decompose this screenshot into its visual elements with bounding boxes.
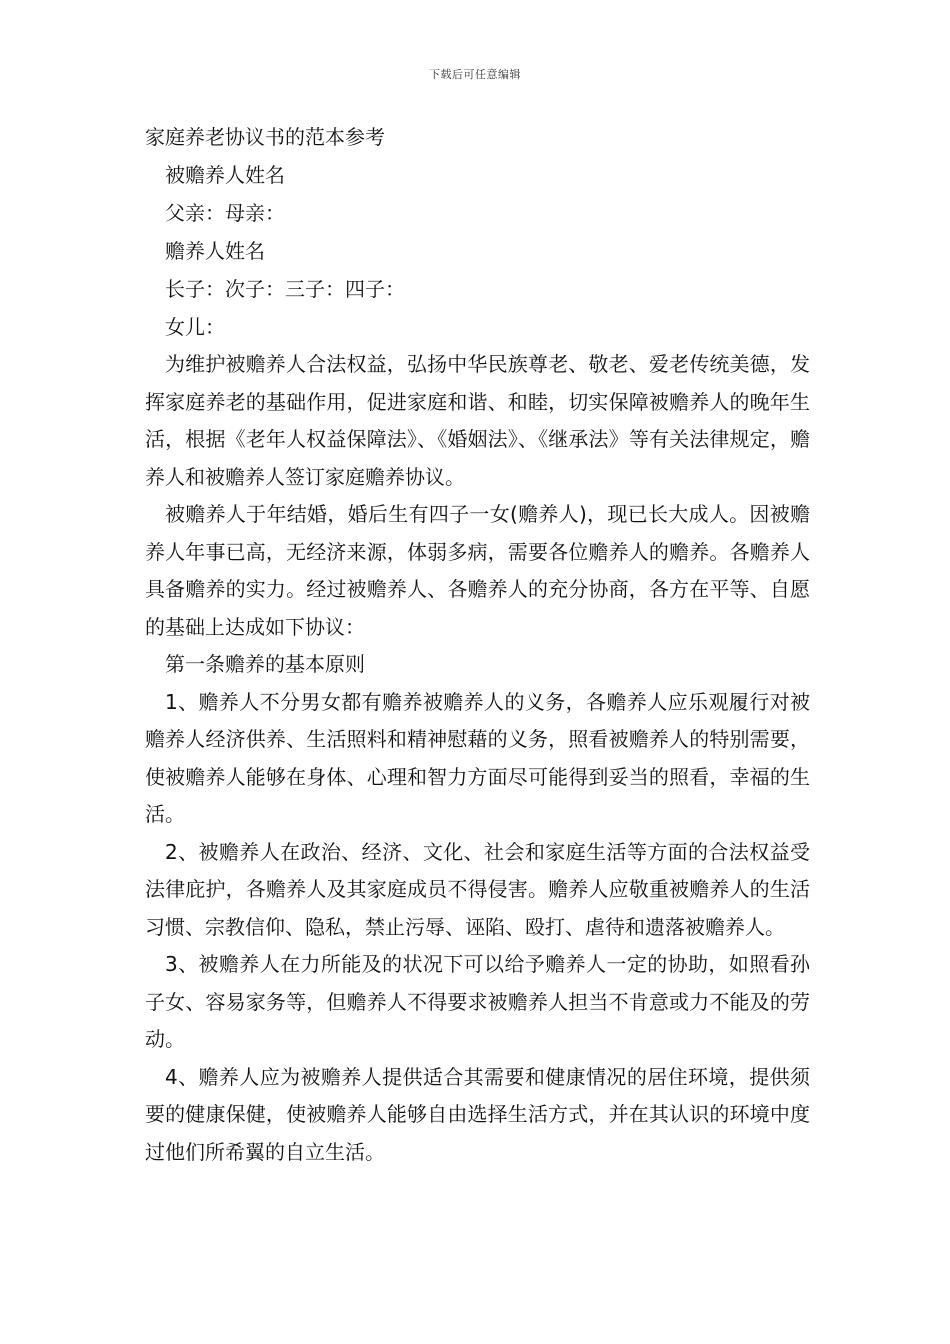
section-label-dependent-name: 被赡养人姓名 — [165, 163, 285, 187]
daughter-line: 女儿： — [165, 315, 225, 339]
article-heading: 第一条赡养的基本原则 — [165, 652, 365, 676]
paragraph-purpose: 为维护被赡养人合法权益，弘扬中华民族尊老、敬老、爱老传统美德，发挥家庭养老的基础作用，促进家庭和谐、和睦，切实保障被赡养人的晚年生活，根据《老年人权益保障法》、《婚姻法》、《继承法》等有关法律规定，赡养人和被赡养人签订家庭赡养协议。 — [145, 352, 810, 489]
page-header-note: 下载后可任意编辑 — [429, 68, 521, 81]
document-body — [145, 118, 810, 1171]
clause-4: 4、赡养人应为被赡养人提供适合其需要和健康情况的居住环境，提供须要的健康保健，使被赡养人能够自由选择生活方式，并在其认识的环境中度过他们所希翼的自立生活。 — [145, 1064, 810, 1164]
paragraph-background: 被赡养人于年结婚，婚后生有四子一女(赡养人)，现已长大成人。因被赡养人年事已高，无经济来源，体弱多病，需要各位赡养人的赡养。各赡养人具备赡养的实力。经过被赡养人、各赡养人的充分协商，各方在平等、自愿的基础上达成如下协议： — [145, 502, 810, 639]
clause-1: 1、赡养人不分男女都有赡养被赡养人的义务，各赡养人应乐观履行对被赡养人经济供养、生活照料和精神慰藉的义务，照看被赡养人的特别需要，使被赡养人能够在身体、心理和智力方面尽可能得到妥当的照看，幸福的生活。 — [145, 689, 810, 826]
parents-line: 父亲：母亲： — [165, 201, 285, 225]
section-label-supporter-name: 赡养人姓名 — [165, 239, 265, 263]
document-title: 家庭养老协议书的范本参考 — [145, 125, 385, 149]
clause-2: 2、被赡养人在政治、经济、文化、社会和家庭生活等方面的合法权益受法律庇护，各赡养人及其家庭成员不得侵害。赡养人应敬重被赡养人的生活习惯、宗教信仰、隐私，禁止污辱、诬陷、殴打、虐待和遗落被赡养人。 — [145, 839, 810, 939]
clause-3: 3、被赡养人在力所能及的状况下可以给予赡养人一定的协助，如照看孙子女、容易家务等，但赡养人不得要求被赡养人担当不肯意或力不能及的劳动。 — [145, 952, 810, 1051]
sons-line: 长子：次子：三子：四子： — [165, 277, 405, 301]
